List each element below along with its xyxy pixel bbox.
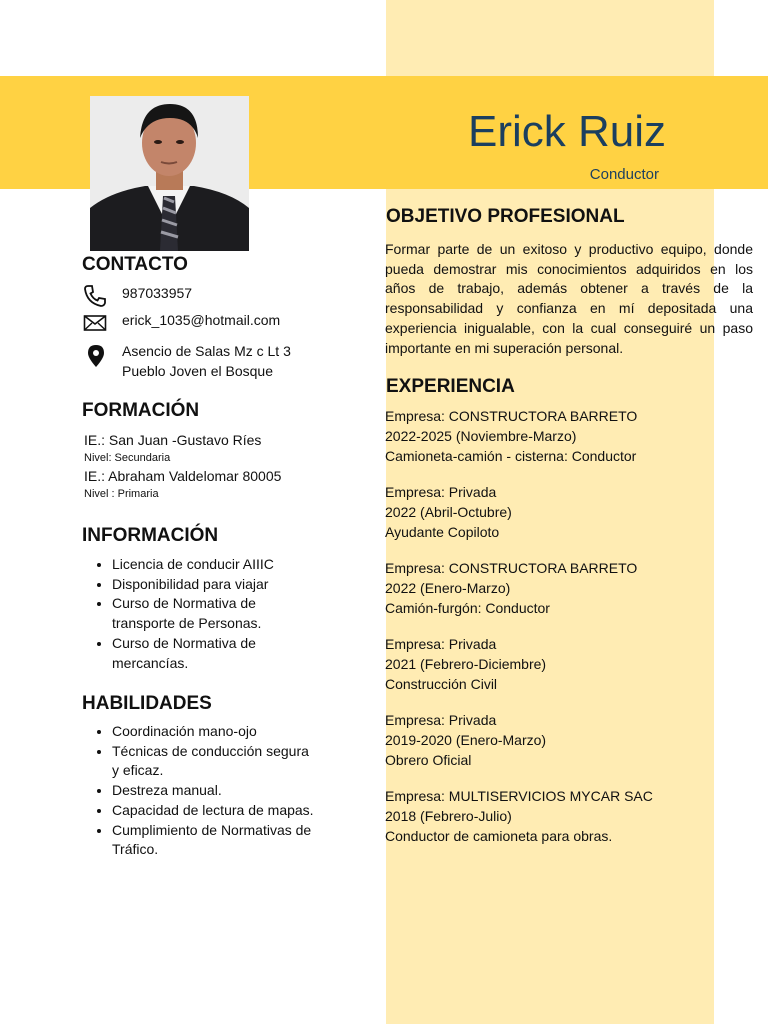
- skill-item: • Cumplimiento de Normativas de Tráfico.: [112, 821, 314, 860]
- information-heading: INFORMACIÓN: [82, 525, 219, 546]
- contact-address-line1: Asencio de Salas Mz c Lt 3: [122, 343, 291, 359]
- experience-period: 2022 (Abril-Octubre): [385, 504, 512, 520]
- experience-heading: EXPERIENCIA: [386, 376, 515, 397]
- experience-company: Empresa: CONSTRUCTORA BARRETO: [385, 560, 638, 576]
- candidate-name: Erick Ruiz: [467, 107, 666, 156]
- experience-company: Empresa: Privada: [385, 636, 497, 652]
- experience-period: 2022 (Enero-Marzo): [385, 580, 511, 596]
- education-level: Nivel : Primaria: [84, 488, 159, 500]
- experience-company: Empresa: CONSTRUCTORA BARRETO: [385, 408, 638, 424]
- experience-period: 2019-2020 (Enero-Marzo): [385, 732, 547, 748]
- experience-company: Empresa: Privada: [385, 712, 497, 728]
- objective-text: Formar parte de un exitoso y productivo equipo, donde pueda demostrar mis conocimientos adquiridos en los años de trabajo, además obtener a través de la responsabilidad y confianza en mí depositada una experiencia inigualable, con la cual conseguiré un paso importante en mi superación personal.: [385, 241, 753, 356]
- portrait-image: [90, 96, 249, 251]
- information-item: • Licencia de conducir AIIIC: [112, 555, 312, 575]
- location-pin-icon: [86, 344, 110, 368]
- education-level: Nivel: Secundaria: [84, 452, 171, 464]
- skills-heading: HABILIDADES: [82, 693, 212, 714]
- contact-heading: CONTACTO: [82, 254, 188, 275]
- education-heading: FORMACIÓN: [82, 400, 200, 421]
- skill-item: • Coordinación mano-ojo: [112, 722, 314, 742]
- experience-entry: [385, 482, 705, 542]
- experience-position: Construcción Civil: [385, 676, 498, 692]
- information-item: • Curso de Normativa de transporte de Personas.: [112, 594, 312, 633]
- experience-entry: [385, 634, 705, 694]
- experience-period: 2021 (Febrero-Diciembre): [385, 656, 547, 672]
- experience-position: Conductor de camioneta para obras.: [385, 828, 613, 844]
- skills-list: [82, 722, 314, 860]
- experience-period: 2018 (Febrero-Julio): [385, 808, 512, 824]
- experience-company: Empresa: Privada: [385, 484, 497, 500]
- experience-position: Camión-furgón: Conductor: [385, 600, 550, 616]
- education-school: IE.: Abraham Valdelomar 80005: [84, 468, 282, 484]
- experience-position: Obrero Oficial: [385, 752, 472, 768]
- candidate-role: Conductor: [589, 166, 659, 183]
- contact-address-line2: Pueblo Joven el Bosque: [122, 363, 273, 379]
- experience-entry: [385, 558, 705, 618]
- objective-heading: OBJETIVO PROFESIONAL: [386, 206, 625, 227]
- information-list: [82, 555, 312, 673]
- education-school: IE.: San Juan -Gustavo Ríes: [84, 432, 262, 448]
- experience-entry: [385, 710, 705, 770]
- experience-period: 2022-2025 (Noviembre-Marzo): [385, 428, 577, 444]
- experience-position: Camioneta-camión - cisterna: Conductor: [385, 448, 637, 464]
- experience-position: Ayudante Copiloto: [385, 524, 500, 540]
- contact-phone: 987033957: [122, 285, 193, 301]
- information-item: • Curso de Normativa de mercancías.: [112, 634, 312, 673]
- experience-company: Empresa: MULTISERVICIOS MYCAR SAC: [385, 788, 653, 804]
- skill-item: • Capacidad de lectura de mapas.: [112, 801, 314, 821]
- skill-item: • Destreza manual.: [112, 781, 314, 801]
- profile-photo: [90, 96, 249, 251]
- phone-icon: [83, 284, 107, 308]
- envelope-icon: [83, 313, 107, 337]
- experience-entry: [385, 406, 705, 466]
- skill-item: • Técnicas de conducción segura y eficaz.: [112, 742, 314, 781]
- experience-entry: [385, 786, 705, 846]
- information-item: • Disponibilidad para viajar: [112, 575, 312, 595]
- contact-email: erick_1035@hotmail.com: [122, 312, 281, 328]
